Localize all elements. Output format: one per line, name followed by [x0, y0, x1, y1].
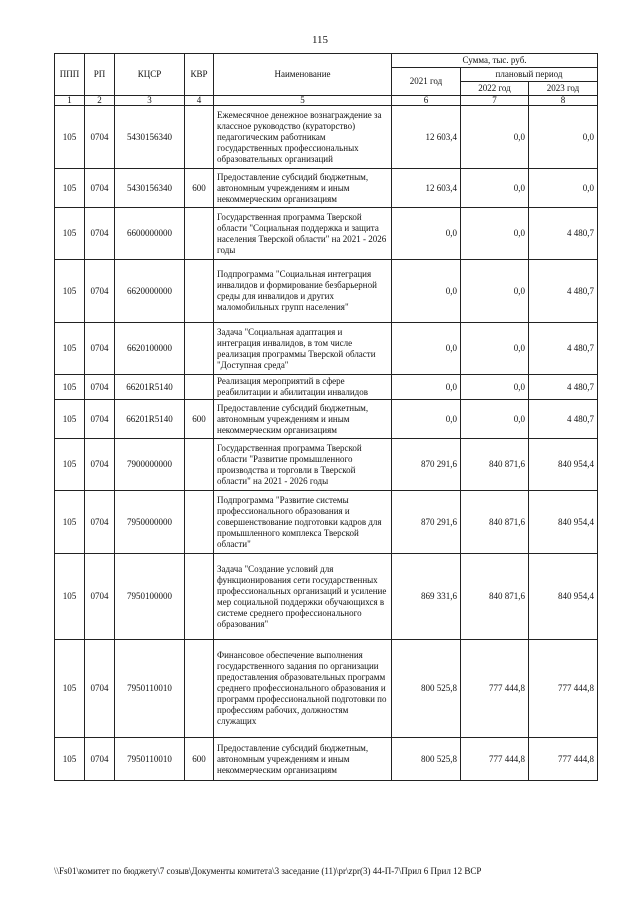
cell-rp: 0704	[85, 439, 115, 491]
cell-2023: 840 954,4	[529, 554, 598, 640]
cell-ppp: 105	[55, 260, 85, 323]
cell-rp: 0704	[85, 260, 115, 323]
cell-2023: 840 954,4	[529, 491, 598, 554]
cell-2022: 0,0	[461, 260, 529, 323]
header-rp: РП	[85, 54, 115, 96]
cell-rp: 0704	[85, 554, 115, 640]
cell-2023: 4 480,7	[529, 208, 598, 260]
cell-kvr	[185, 640, 214, 738]
cell-2023: 4 480,7	[529, 323, 598, 375]
footer-file-path: \\Fs01\комитет по бюджету\7 созыв\Документы комитета\3 заседание (11)\pr\zpr(3) 44-П-7\Прил 6 Прил 12 ВСР	[54, 866, 482, 876]
table-row	[55, 106, 598, 169]
cell-2021: 12 603,4	[392, 169, 461, 208]
cell-ppp: 105	[55, 640, 85, 738]
cell-ppp: 105	[55, 439, 85, 491]
cell-kcsr: 7900000000	[115, 439, 185, 491]
cell-kcsr: 6620100000	[115, 323, 185, 375]
cell-name: Предоставление субсидий бюджетным, автономным учреждениям и иным некоммерческим организациям	[214, 169, 392, 208]
cell-2022: 840 871,6	[461, 491, 529, 554]
cell-kvr: 600	[185, 169, 214, 208]
cell-rp: 0704	[85, 738, 115, 781]
column-number: 7	[461, 96, 529, 106]
cell-2023: 0,0	[529, 106, 598, 169]
cell-name: Финансовое обеспечение выполнения государственного задания по организации предоставления образовательных программ среднего профессионального образования и программ профессиональной подготовки по профессиям рабочих, должностям служащих	[214, 640, 392, 738]
cell-rp: 0704	[85, 640, 115, 738]
cell-2022: 0,0	[461, 400, 529, 439]
cell-2021: 800 525,8	[392, 738, 461, 781]
cell-2021: 800 525,8	[392, 640, 461, 738]
cell-name: Государственная программа Тверской области "Социальная поддержка и защита населения Тверской области" на 2021 - 2026 годы	[214, 208, 392, 260]
cell-2023: 777 444,8	[529, 738, 598, 781]
cell-ppp: 105	[55, 208, 85, 260]
header-year-2023: 2023 год	[529, 82, 598, 96]
cell-2021: 12 603,4	[392, 106, 461, 169]
cell-2023: 0,0	[529, 169, 598, 208]
header-year-2022: 2022 год	[461, 82, 529, 96]
table-row	[55, 640, 598, 738]
cell-name: Реализация мероприятий в сфере реабилитации и абилитации инвалидов	[214, 375, 392, 400]
header-plan-period: плановый период	[461, 68, 598, 82]
cell-kvr	[185, 323, 214, 375]
table-row	[55, 554, 598, 640]
cell-rp: 0704	[85, 323, 115, 375]
cell-name: Предоставление субсидий бюджетным, автономным учреждениям и иным некоммерческим организациям	[214, 400, 392, 439]
cell-rp: 0704	[85, 491, 115, 554]
cell-2021: 0,0	[392, 208, 461, 260]
cell-kcsr: 7950000000	[115, 491, 185, 554]
cell-name: Задача "Социальная адаптация и интеграция инвалидов, в том числе реализация программы Тверской области "Доступная среда"	[214, 323, 392, 375]
cell-ppp: 105	[55, 375, 85, 400]
column-number: 5	[214, 96, 392, 106]
table-header	[55, 54, 598, 106]
table-row	[55, 208, 598, 260]
column-number: 2	[85, 96, 115, 106]
cell-2021: 869 331,6	[392, 554, 461, 640]
cell-rp: 0704	[85, 208, 115, 260]
budget-table	[54, 53, 598, 781]
cell-kcsr: 7950110010	[115, 640, 185, 738]
cell-kcsr: 7950110010	[115, 738, 185, 781]
table-body	[55, 106, 598, 781]
cell-2022: 0,0	[461, 169, 529, 208]
cell-2022: 0,0	[461, 106, 529, 169]
cell-2022: 777 444,8	[461, 640, 529, 738]
cell-kcsr: 66201R5140	[115, 400, 185, 439]
table-row	[55, 491, 598, 554]
cell-name: Государственная программа Тверской области "Развитие промышленного производства и торговли в Тверской области" на 2021 - 2026 годы	[214, 439, 392, 491]
table-row	[55, 260, 598, 323]
table-row	[55, 439, 598, 491]
cell-kvr	[185, 439, 214, 491]
cell-2022: 0,0	[461, 375, 529, 400]
cell-name: Предоставление субсидий бюджетным, автономным учреждениям и иным некоммерческим организациям	[214, 738, 392, 781]
cell-2023: 777 444,8	[529, 640, 598, 738]
cell-kcsr: 7950100000	[115, 554, 185, 640]
cell-ppp: 105	[55, 323, 85, 375]
table-row	[55, 323, 598, 375]
cell-2021: 0,0	[392, 400, 461, 439]
cell-rp: 0704	[85, 400, 115, 439]
cell-kcsr: 66201R5140	[115, 375, 185, 400]
cell-kvr	[185, 260, 214, 323]
cell-2022: 777 444,8	[461, 738, 529, 781]
cell-name: Ежемесячное денежное вознаграждение за классное руководство (кураторство) педагогическим работникам государственных профессиональных образовательных организаций	[214, 106, 392, 169]
cell-kvr	[185, 208, 214, 260]
cell-kvr	[185, 375, 214, 400]
cell-2022: 840 871,6	[461, 554, 529, 640]
cell-ppp: 105	[55, 491, 85, 554]
header-sum: Сумма, тыс. руб.	[392, 54, 598, 68]
cell-2021: 0,0	[392, 375, 461, 400]
table-row	[55, 738, 598, 781]
cell-2023: 840 954,4	[529, 439, 598, 491]
cell-2021: 870 291,6	[392, 491, 461, 554]
column-number: 1	[55, 96, 85, 106]
cell-rp: 0704	[85, 375, 115, 400]
header-name: Наименование	[214, 54, 392, 96]
cell-name: Подпрограмма "Развитие системы профессионального образования и совершенствование подготовки кадров для промышленного комплекса Тверской области"	[214, 491, 392, 554]
table-row	[55, 400, 598, 439]
table-row	[55, 375, 598, 400]
cell-2022: 0,0	[461, 208, 529, 260]
cell-kvr	[185, 554, 214, 640]
cell-ppp: 105	[55, 400, 85, 439]
cell-2022: 840 871,6	[461, 439, 529, 491]
column-number: 4	[185, 96, 214, 106]
cell-name: Задача "Создание условий для функционирования сети государственных профессиональных организаций и усиление мер социальной поддержки обучающихся в системе среднего профессионального образования"	[214, 554, 392, 640]
cell-2021: 0,0	[392, 260, 461, 323]
cell-kvr: 600	[185, 738, 214, 781]
cell-kvr: 600	[185, 400, 214, 439]
header-kcsr: КЦСР	[115, 54, 185, 96]
cell-2023: 4 480,7	[529, 375, 598, 400]
column-number-row	[55, 96, 598, 106]
header-ppp: ППП	[55, 54, 85, 96]
cell-rp: 0704	[85, 169, 115, 208]
cell-ppp: 105	[55, 554, 85, 640]
column-number: 6	[392, 96, 461, 106]
cell-ppp: 105	[55, 738, 85, 781]
cell-ppp: 105	[55, 106, 85, 169]
cell-rp: 0704	[85, 106, 115, 169]
page-number: 115	[311, 34, 329, 46]
column-number: 8	[529, 96, 598, 106]
cell-kcsr: 5430156340	[115, 169, 185, 208]
header-year-2021: 2021 год	[392, 68, 461, 96]
cell-2023: 4 480,7	[529, 260, 598, 323]
cell-kvr	[185, 491, 214, 554]
column-number: 3	[115, 96, 185, 106]
cell-ppp: 105	[55, 169, 85, 208]
cell-kcsr: 5430156340	[115, 106, 185, 169]
header-kvr: КВР	[185, 54, 214, 96]
cell-kcsr: 6620000000	[115, 260, 185, 323]
cell-2021: 870 291,6	[392, 439, 461, 491]
cell-2021: 0,0	[392, 323, 461, 375]
cell-name: Подпрограмма "Социальная интеграция инвалидов и формирование безбарьерной среды для инвалидов и других маломобильных групп населения"	[214, 260, 392, 323]
cell-2023: 4 480,7	[529, 400, 598, 439]
cell-2022: 0,0	[461, 323, 529, 375]
cell-kvr	[185, 106, 214, 169]
table-row	[55, 169, 598, 208]
cell-kcsr: 6600000000	[115, 208, 185, 260]
